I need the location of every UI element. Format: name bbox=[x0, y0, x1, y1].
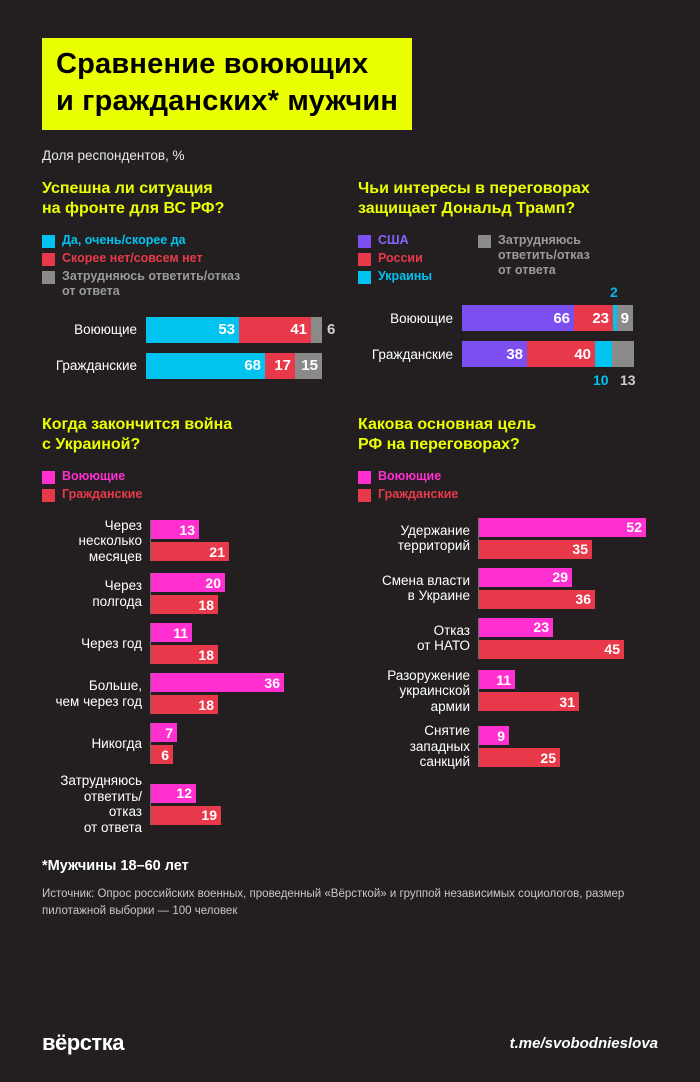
legend-label-line1: Затрудняюсь ответить/отказ bbox=[62, 269, 241, 284]
bottom-panels bbox=[42, 415, 658, 845]
legend-item bbox=[42, 469, 340, 484]
group-bars bbox=[150, 520, 229, 561]
bar-group bbox=[42, 773, 340, 835]
bar-grazhdanskie: 6 bbox=[151, 745, 173, 764]
group-bars bbox=[150, 623, 218, 664]
group-label bbox=[358, 668, 478, 715]
bar-group bbox=[358, 568, 658, 609]
bar-segment-no: 41 bbox=[239, 317, 311, 343]
legend-item bbox=[42, 269, 340, 299]
paired-bar-chart-rf-goal bbox=[358, 518, 658, 770]
group-label-line2: несколько bbox=[78, 533, 142, 549]
panel-title-line1: Чьи интересы в переговорах bbox=[358, 180, 590, 198]
bar-value-na: 13 bbox=[620, 372, 636, 389]
page-title-line1: Сравнение воюющих bbox=[56, 48, 369, 80]
page-title bbox=[42, 38, 412, 130]
group-label-line2: украинской bbox=[399, 683, 470, 699]
panel-title-line1: Успешна ли ситуация bbox=[42, 180, 213, 198]
legend bbox=[42, 233, 340, 299]
legend bbox=[358, 233, 658, 287]
panel-title-line2: с Украиной? bbox=[42, 435, 141, 453]
bar-voyuyushchie: 23 bbox=[479, 618, 553, 637]
telegram-link[interactable]: t.me/svobodnieslova bbox=[509, 1034, 658, 1052]
legend-swatch-red-icon bbox=[42, 253, 55, 266]
top-panels bbox=[42, 179, 658, 389]
bar-segment-na: 15 bbox=[295, 353, 322, 379]
group-label-line1: Смена власти bbox=[382, 572, 470, 588]
bar-segment-yes: 68 bbox=[146, 353, 265, 379]
bar-grazhdanskie: 31 bbox=[479, 692, 579, 711]
group-label-line2: чем через год bbox=[55, 693, 142, 709]
legend-swatch-red-icon bbox=[42, 489, 55, 502]
legend-swatch-red-icon bbox=[358, 489, 371, 502]
group-label bbox=[358, 573, 478, 604]
legend-item bbox=[358, 269, 478, 284]
source-note: Источник: Опрос российских военных, проведенный «Вёрсткой» и группой независимых социологов, размер пилотажной выборки — 100 человек bbox=[42, 888, 625, 917]
bar-voyuyushchie: 7 bbox=[151, 723, 177, 742]
group-bars bbox=[150, 784, 221, 825]
group-label-line3: армии bbox=[430, 698, 470, 714]
legend-item bbox=[42, 251, 340, 266]
group-label bbox=[358, 723, 478, 770]
paired-bar-chart-war-end bbox=[42, 518, 340, 836]
bar-group bbox=[42, 623, 340, 664]
group-label-line3: санкций bbox=[419, 754, 470, 770]
bar-segment-na: 9 bbox=[617, 305, 633, 331]
footer bbox=[42, 1030, 658, 1056]
group-bars bbox=[478, 726, 560, 767]
group-label-line1: Никогда bbox=[91, 736, 142, 751]
group-label-line1: Разоружение bbox=[387, 667, 470, 683]
table-row bbox=[42, 317, 340, 343]
bar-voyuyushchie: 9 bbox=[479, 726, 509, 745]
footnote: *Мужчины 18–60 лет bbox=[42, 858, 189, 875]
group-label-line1: Отказ bbox=[433, 622, 470, 638]
group-label-line1: Через год bbox=[81, 636, 142, 651]
group-bars bbox=[478, 568, 595, 609]
bar-segment-russia: 23 bbox=[574, 305, 613, 331]
panel-rf-goal bbox=[350, 415, 658, 845]
row-bars bbox=[146, 317, 335, 343]
group-label-line2: территорий bbox=[397, 538, 470, 554]
panel-title-line2: на фронте для ВС РФ? bbox=[42, 200, 225, 218]
group-label-line2: полгода bbox=[92, 593, 142, 609]
group-label-line1: Через bbox=[104, 517, 142, 533]
legend-column-left bbox=[358, 233, 478, 287]
bar-voyuyushchie: 13 bbox=[151, 520, 199, 539]
bar-voyuyushchie: 11 bbox=[479, 670, 515, 689]
legend-swatch-magenta-icon bbox=[42, 471, 55, 484]
bar-segment-no: 17 bbox=[265, 353, 295, 379]
row-bars bbox=[462, 284, 633, 331]
bar-group bbox=[42, 518, 340, 565]
legend-label-line2: ответить/отказ bbox=[498, 247, 590, 262]
bar-segment-ukraine bbox=[595, 341, 612, 367]
bar-grazhdanskie: 45 bbox=[479, 640, 624, 659]
legend-label: Скорее нет/совсем нет bbox=[62, 251, 203, 266]
bar-grazhdanskie: 18 bbox=[151, 695, 218, 714]
group-bars bbox=[150, 573, 225, 614]
panel-title bbox=[42, 179, 340, 221]
row-bars bbox=[146, 353, 322, 379]
legend-item bbox=[358, 469, 658, 484]
group-label bbox=[42, 636, 150, 652]
bar-voyuyushchie: 20 bbox=[151, 573, 225, 592]
bar-group bbox=[42, 673, 340, 714]
page-title-line2: и гражданских* мужчин bbox=[56, 85, 399, 118]
bar-group bbox=[358, 723, 658, 770]
legend-label: Да, очень/скорее да bbox=[62, 233, 186, 248]
bar-segment-na bbox=[612, 341, 634, 367]
group-label bbox=[42, 578, 150, 609]
bar-group bbox=[358, 618, 658, 659]
panel-front-success bbox=[42, 179, 350, 389]
panel-title bbox=[358, 179, 658, 221]
legend-swatch-red-icon bbox=[358, 253, 371, 266]
group-bars bbox=[478, 618, 624, 659]
group-label bbox=[42, 736, 150, 752]
bar-voyuyushchie: 52 bbox=[479, 518, 646, 537]
title-block bbox=[42, 0, 658, 130]
legend-item bbox=[358, 251, 478, 266]
panel-war-end bbox=[42, 415, 350, 845]
group-label bbox=[358, 623, 478, 654]
bar-grazhdanskie: 18 bbox=[151, 645, 218, 664]
bar-segment-usa: 66 bbox=[462, 305, 574, 331]
legend-item bbox=[358, 487, 658, 502]
group-label-line1: Снятие bbox=[424, 723, 470, 739]
legend-item bbox=[478, 233, 608, 277]
stacked-bar-chart-front bbox=[42, 317, 340, 379]
bar-voyuyushchie: 12 bbox=[151, 784, 196, 803]
row-label: Воюющие bbox=[74, 322, 137, 338]
legend-label: США bbox=[378, 233, 409, 248]
bar-grazhdanskie: 21 bbox=[151, 542, 229, 561]
group-bars bbox=[478, 518, 646, 559]
table-row bbox=[42, 353, 340, 379]
legend-swatch-magenta-icon bbox=[358, 471, 371, 484]
group-label bbox=[42, 773, 150, 835]
group-label-line3: месяцев bbox=[88, 548, 142, 564]
bar-group bbox=[358, 668, 658, 715]
legend-swatch-cyan-icon bbox=[358, 271, 371, 284]
legend-label-line2: от ответа bbox=[62, 283, 120, 298]
group-label-line3: отказ bbox=[108, 804, 142, 820]
bar-voyuyushchie: 29 bbox=[479, 568, 572, 587]
bar-group bbox=[42, 573, 340, 614]
legend-label-line1: Затрудняюсь bbox=[498, 233, 581, 248]
group-label-line2: в Украине bbox=[407, 588, 470, 604]
panel-title-line2: защищает Дональд Трамп? bbox=[358, 200, 576, 218]
bar-grazhdanskie: 36 bbox=[479, 590, 595, 609]
group-label-line2: западных bbox=[409, 738, 470, 754]
group-label-line4: от ответа bbox=[83, 819, 142, 835]
legend-item bbox=[358, 233, 478, 248]
legend-column-right bbox=[478, 233, 608, 287]
table-row bbox=[358, 284, 658, 331]
bar-voyuyushchie: 11 bbox=[151, 623, 192, 642]
legend-label bbox=[498, 233, 590, 277]
bar-segment-yes: 53 bbox=[146, 317, 239, 343]
legend-label-line3: от ответа bbox=[498, 262, 556, 277]
legend-swatch-gray-icon bbox=[478, 235, 491, 248]
legend-label: Воюющие bbox=[62, 468, 126, 483]
legend-swatch-cyan-icon bbox=[42, 235, 55, 248]
legend-label: России bbox=[378, 251, 423, 266]
legend-label: Украины bbox=[378, 269, 433, 284]
stacked-bar-chart-trump bbox=[358, 284, 658, 389]
bar-segment-na bbox=[311, 317, 322, 343]
row-bars bbox=[462, 341, 636, 389]
bar-voyuyushchie: 36 bbox=[151, 673, 284, 692]
legend bbox=[42, 469, 340, 502]
bar-segment-usa: 38 bbox=[462, 341, 527, 367]
panel-title-line1: Какова основная цель bbox=[358, 415, 537, 433]
legend-label bbox=[62, 269, 240, 299]
group-label bbox=[358, 523, 478, 554]
bar-grazhdanskie: 18 bbox=[151, 595, 218, 614]
row-label: Гражданские bbox=[55, 358, 137, 374]
group-label bbox=[42, 518, 150, 565]
panel-title bbox=[42, 415, 340, 457]
legend-label: Воюющие bbox=[378, 468, 442, 483]
bar-grazhdanskie: 19 bbox=[151, 806, 221, 825]
table-row bbox=[358, 341, 658, 389]
group-label bbox=[42, 678, 150, 709]
legend-swatch-purple-icon bbox=[358, 235, 371, 248]
bar-group bbox=[42, 723, 340, 764]
row-label: Воюющие bbox=[390, 310, 453, 326]
panel-title bbox=[358, 415, 658, 457]
bar-value-na: 6 bbox=[327, 321, 336, 339]
legend-item bbox=[42, 233, 340, 248]
logo: вёрстка bbox=[42, 1030, 124, 1055]
legend-label: Гражданские bbox=[378, 486, 459, 501]
legend-swatch-gray-icon bbox=[42, 271, 55, 284]
bar-value-ukraine: 2 bbox=[610, 284, 618, 301]
bar-value-ukraine: 10 bbox=[593, 372, 609, 389]
panel-title-line1: Когда закончится война bbox=[42, 415, 233, 433]
group-label-line1: Удержание bbox=[400, 522, 470, 538]
bar-grazhdanskie: 35 bbox=[479, 540, 592, 559]
subtitle: Доля респондентов, % bbox=[42, 148, 185, 164]
group-label-line1: Через bbox=[104, 578, 142, 594]
legend-label: Гражданские bbox=[62, 486, 143, 501]
group-bars bbox=[478, 670, 579, 711]
bar-grazhdanskie: 25 bbox=[479, 748, 560, 767]
group-label-line1: Больше, bbox=[88, 678, 142, 694]
bar-group bbox=[358, 518, 658, 559]
group-label-line2: от НАТО bbox=[417, 638, 470, 654]
legend-item bbox=[42, 487, 340, 502]
group-bars bbox=[150, 673, 284, 714]
legend bbox=[358, 469, 658, 502]
panel-trump-interests bbox=[350, 179, 658, 389]
bar-segment-russia: 40 bbox=[527, 341, 595, 367]
group-label-line1: Затрудняюсь bbox=[60, 773, 142, 789]
group-bars bbox=[150, 723, 177, 764]
panel-title-line2: РФ на переговорах? bbox=[358, 435, 520, 453]
group-label-line2: ответить/ bbox=[83, 788, 142, 804]
row-label: Гражданские bbox=[371, 346, 453, 362]
